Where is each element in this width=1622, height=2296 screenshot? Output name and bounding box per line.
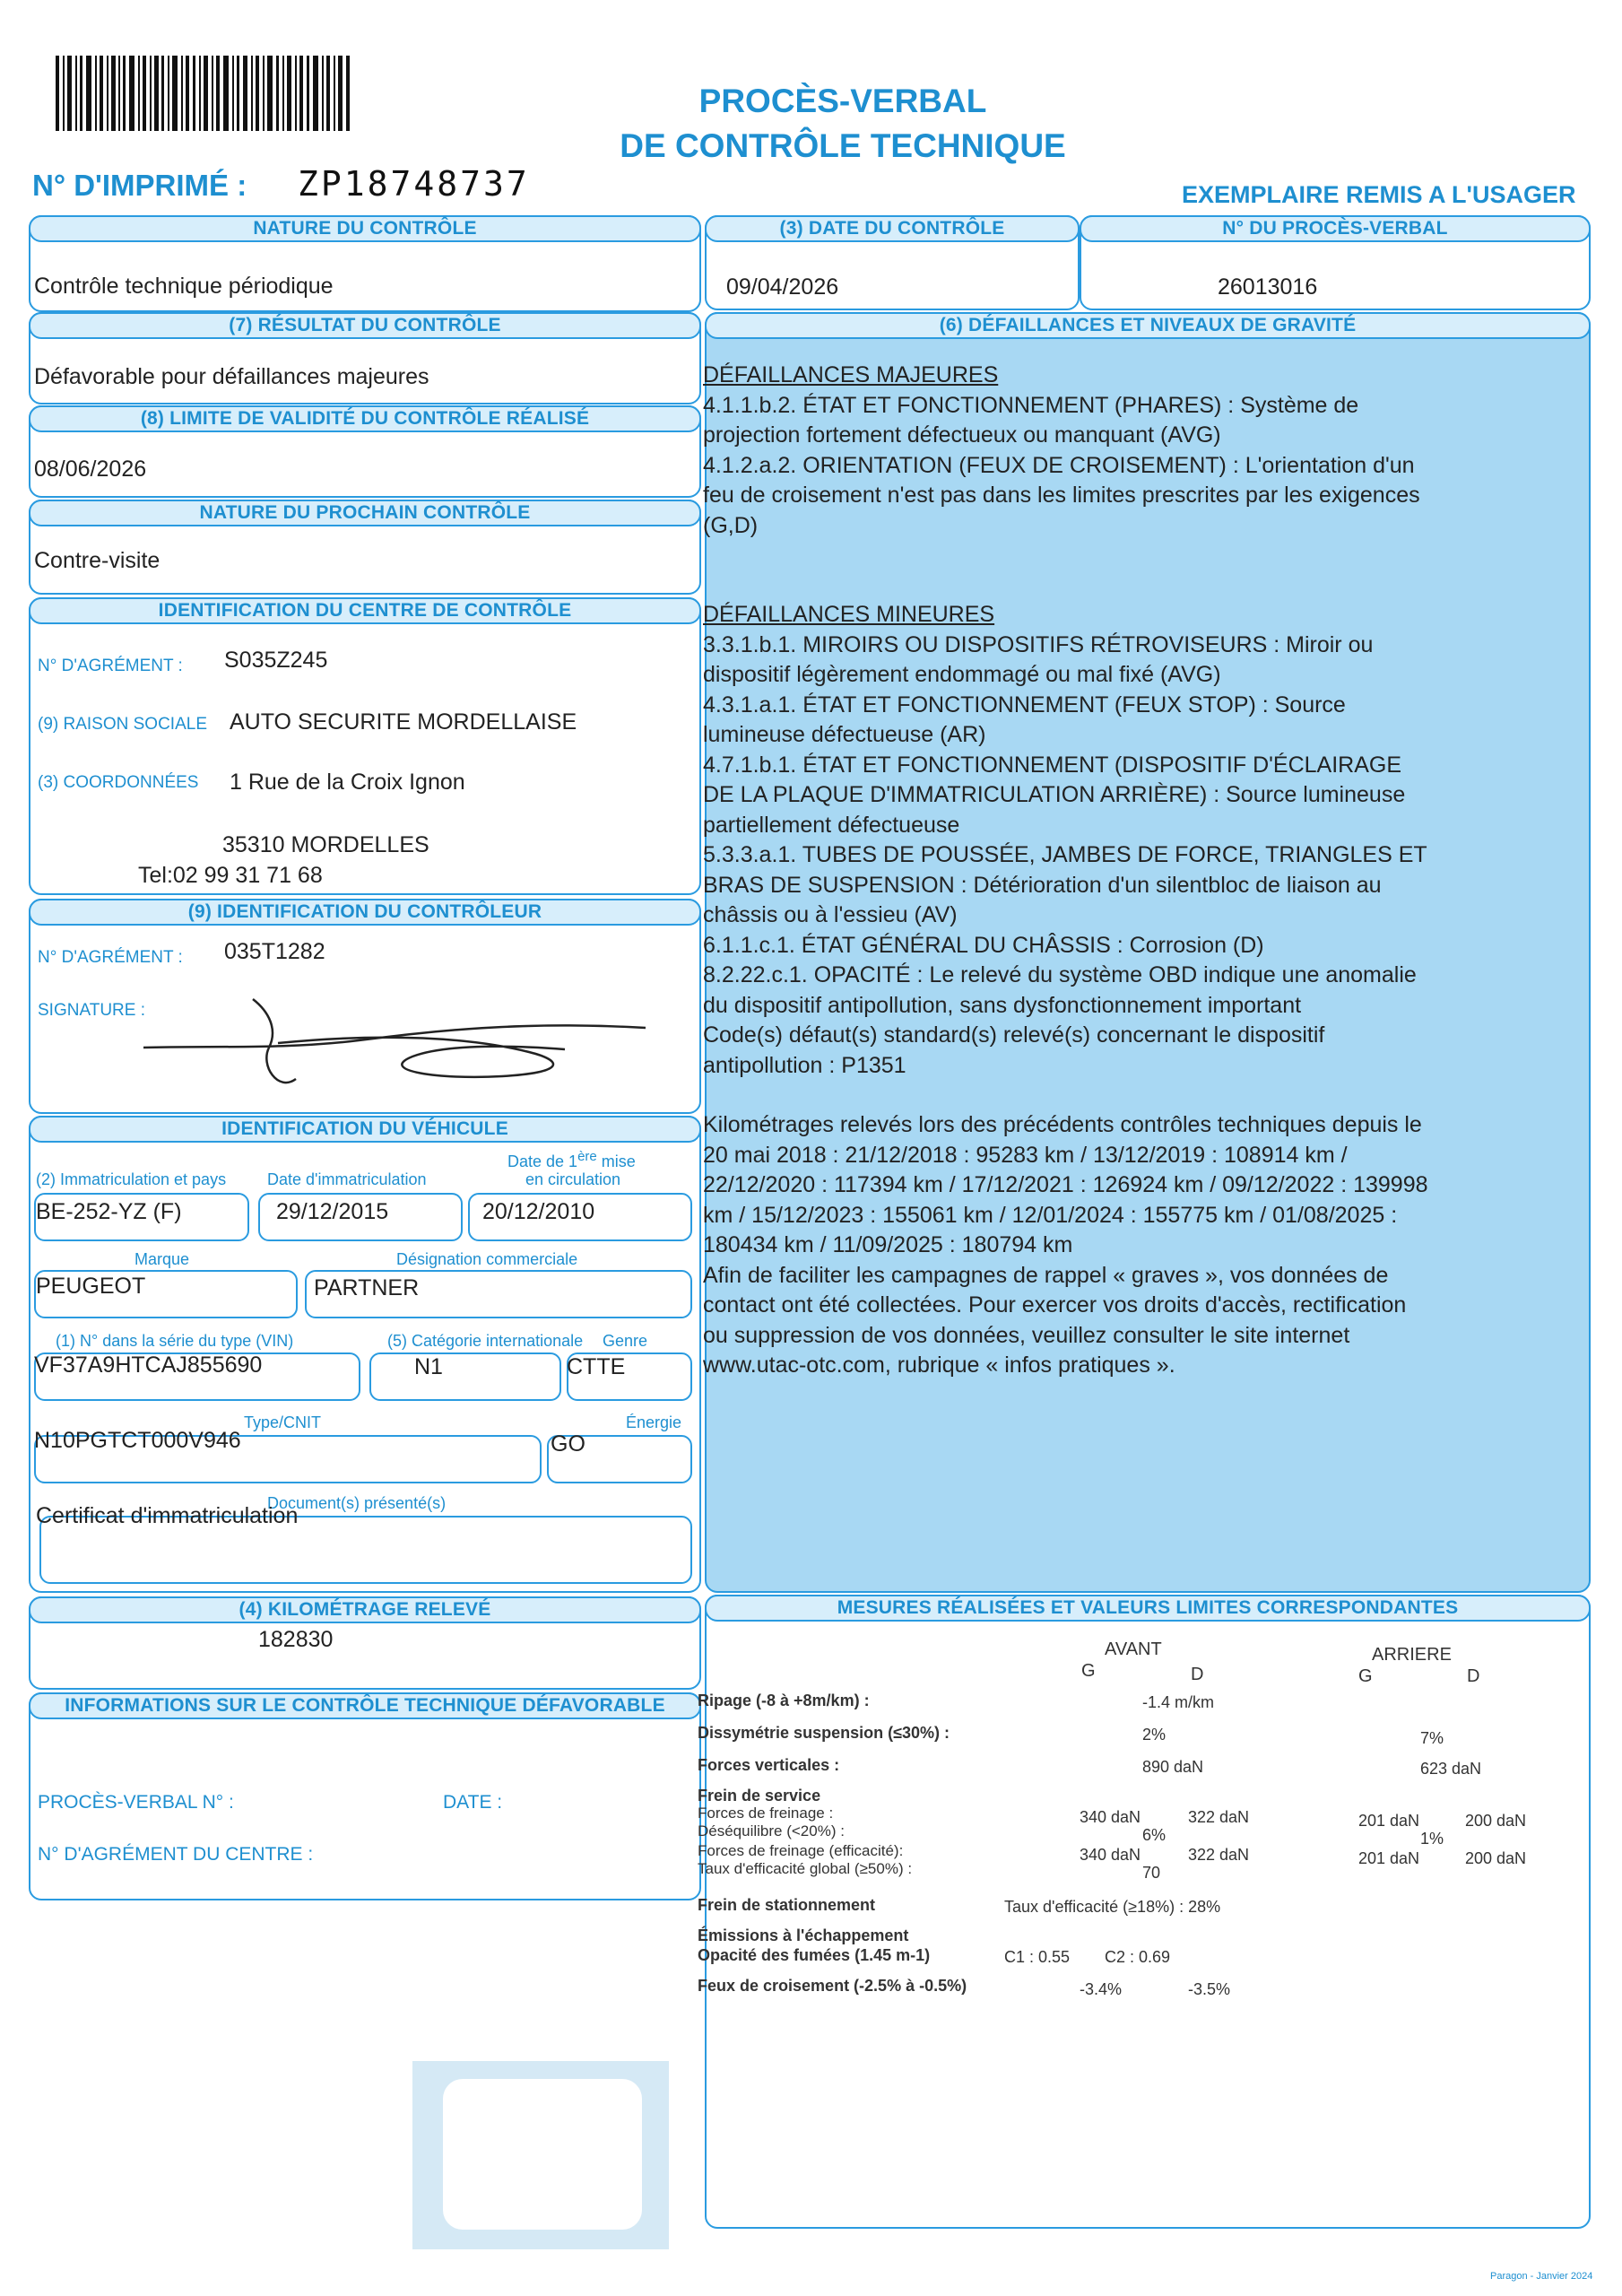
deseq-label: Déséquilibre (<20%) : bbox=[698, 1822, 845, 1839]
centre-raison-label: (9) RAISON SOCIALE bbox=[38, 715, 207, 734]
energie-label: Énergie bbox=[626, 1413, 682, 1431]
title-line-1: PROCÈS-VERBAL bbox=[698, 83, 987, 119]
barcode bbox=[56, 56, 351, 131]
centre-coord-line3: Tel:02 99 31 71 68 bbox=[138, 863, 323, 888]
deseq-ar: 1% bbox=[1420, 1830, 1444, 1848]
defavorable-agrement-label: N° D'AGRÉMENT DU CENTRE : bbox=[38, 1844, 314, 1865]
categorie-field bbox=[369, 1352, 561, 1401]
forces-vert-av: 890 daN bbox=[1142, 1758, 1204, 1776]
mineure-line: dispositif légèrement endommagé ou mal fixé (AVG) bbox=[703, 662, 1221, 687]
arriere-g: G bbox=[1358, 1666, 1373, 1686]
majeures-title: DÉFAILLANCES MAJEURES bbox=[703, 362, 999, 387]
defaillances-text bbox=[703, 361, 1586, 1381]
cnit-value: N10PGTCT000V946 bbox=[34, 1428, 241, 1453]
km-history-line: 20 mai 2018 : 21/12/2018 : 95283 km / 13/12/2019 : 108914 km / bbox=[703, 1142, 1348, 1168]
frein-stat-value: Taux d'efficacité (≥18%) : 28% bbox=[1004, 1898, 1221, 1916]
limite-header: (8) LIMITE DE VALIDITÉ DU CONTRÔLE RÉALISÉ bbox=[29, 405, 701, 432]
ripage-value: -1.4 m/km bbox=[1142, 1693, 1215, 1711]
ff-eff-label: Forces de freinage (efficacité): bbox=[698, 1842, 904, 1859]
marque-label: Marque bbox=[134, 1250, 190, 1268]
vin-value: VF37A9HTCAJ855690 bbox=[34, 1352, 263, 1378]
defavorable-pv-label: PROCÈS-VERBAL N° : bbox=[38, 1792, 234, 1813]
forces-vert-label: Forces verticales : bbox=[698, 1756, 840, 1774]
mineure-line: 4.3.1.a.1. ÉTAT ET FONCTIONNEMENT (FEUX STOP) : Source bbox=[703, 691, 1346, 718]
documents-value: Certificat d'immatriculation bbox=[36, 1503, 299, 1528]
km-header: (4) KILOMÉTRAGE RELEVÉ bbox=[29, 1596, 701, 1623]
resultat-value: Défavorable pour défaillances majeures bbox=[34, 364, 429, 389]
arriere-header: ARRIERE bbox=[1372, 1645, 1452, 1665]
taux-global-value: 70 bbox=[1142, 1864, 1161, 1882]
categorie-value: N1 bbox=[414, 1354, 443, 1379]
nature-value: Contrôle technique périodique bbox=[34, 274, 334, 299]
num-imprime-label: N° D'IMPRIMÉ : bbox=[32, 169, 247, 202]
rgpd-line: contact ont été collectées. Pour exercer vos droits d'accès, rectification bbox=[703, 1292, 1407, 1318]
defavorable-date-label: DATE : bbox=[443, 1792, 503, 1813]
opacite-c2: C2 : 0.69 bbox=[1105, 1948, 1171, 1966]
feux-d: -3.5% bbox=[1188, 1980, 1231, 1998]
avant-header: AVANT bbox=[1105, 1639, 1162, 1659]
premiere-value: 20/12/2010 bbox=[482, 1199, 595, 1224]
forces-freinage-label: Forces de freinage : bbox=[698, 1805, 834, 1822]
dissym-ar: 7% bbox=[1420, 1729, 1444, 1747]
mineure-line: 5.3.3.a.1. TUBES DE POUSSÉE, JAMBES DE FORCE, TRIANGLES ET bbox=[703, 842, 1427, 867]
nature-header: NATURE DU CONTRÔLE bbox=[29, 215, 701, 242]
majeure-line: 4.1.2.a.2. ORIENTATION (FEUX DE CROISEMENT) : L'orientation d'un bbox=[703, 452, 1415, 478]
mineure-line: 4.7.1.b.1. ÉTAT ET FONCTIONNEMENT (DISPOSITIF D'ÉCLAIRAGE bbox=[703, 752, 1402, 778]
title-line-2: DE CONTRÔLE TECHNIQUE bbox=[620, 127, 1066, 164]
deseq-av: 6% bbox=[1142, 1826, 1167, 1844]
mineures-title: DÉFAILLANCES MINEURES bbox=[703, 602, 995, 627]
resultat-header: (7) RÉSULTAT DU CONTRÔLE bbox=[29, 312, 701, 339]
kilometrages-list bbox=[703, 1110, 1586, 1381]
ff-ar-d: 200 daN bbox=[1465, 1812, 1527, 1830]
controleur-agrement-value: 035T1282 bbox=[224, 939, 325, 964]
mineure-line: du dispositif antipollution, sans dysfonctionnement important bbox=[703, 992, 1302, 1018]
prochain-header: NATURE DU PROCHAIN CONTRÔLE bbox=[29, 500, 701, 526]
genre-value: CTTE bbox=[567, 1354, 626, 1379]
centre-raison-value: AUTO SECURITE MORDELLAISE bbox=[230, 709, 577, 735]
majeure-line: 4.1.1.b.2. ÉTAT ET FONCTIONNEMENT (PHARES) : Système de bbox=[703, 392, 1359, 418]
centre-coord-line1: 1 Rue de la Croix Ignon bbox=[230, 770, 465, 795]
ff-av-d: 322 daN bbox=[1188, 1808, 1250, 1826]
frein-service-label: Frein de service bbox=[698, 1787, 821, 1805]
opacite-c1: C1 : 0.55 bbox=[1004, 1948, 1071, 1966]
km-value: 182830 bbox=[258, 1627, 334, 1652]
centre-coord-label: (3) COORDONNÉES bbox=[38, 773, 199, 792]
avant-d: D bbox=[1191, 1665, 1204, 1684]
majeure-line: projection fortement défectueux ou manquant (AVG) bbox=[703, 422, 1221, 448]
vin-label: (1) N° dans la série du type (VIN) bbox=[56, 1332, 294, 1350]
mineure-line: 3.3.1.b.1. MIROIRS OU DISPOSITIFS RÉTROVISEURS : Miroir ou bbox=[703, 631, 1374, 657]
mesures-header: MESURES RÉALISÉES ET VALEURS LIMITES CORRESPONDANTES bbox=[705, 1595, 1591, 1622]
designation-label: Désignation commerciale bbox=[396, 1250, 578, 1268]
signature-image bbox=[143, 994, 655, 1101]
centre-agrement-label: N° D'AGRÉMENT : bbox=[38, 657, 183, 675]
centre-agrement-value: S035Z245 bbox=[224, 648, 328, 673]
categorie-label: (5) Catégorie internationale bbox=[387, 1332, 584, 1350]
num-pv-value: 26013016 bbox=[1218, 274, 1318, 300]
km-history-line: km / 15/12/2023 : 155061 km / 12/01/2024 : 155775 km / 01/08/2025 : bbox=[703, 1202, 1398, 1228]
ffe-av-g: 340 daN bbox=[1080, 1846, 1141, 1864]
mineure-line: lumineuse défectueuse (AR) bbox=[703, 722, 986, 747]
date-immat-value: 29/12/2015 bbox=[276, 1199, 389, 1224]
vehicule-header: IDENTIFICATION DU VÉHICULE bbox=[29, 1116, 701, 1143]
documents-label: Document(s) présenté(s) bbox=[267, 1494, 447, 1512]
majeure-line: feu de croisement n'est pas dans les limites prescrites par les exigences bbox=[703, 483, 1420, 508]
marque-value: PEUGEOT bbox=[36, 1274, 146, 1299]
mineures-list bbox=[703, 631, 1586, 1082]
premiere-label: Date de 1ère mise bbox=[507, 1149, 636, 1170]
frein-stat-label: Frein de stationnement bbox=[698, 1896, 876, 1914]
rgpd-line: www.utac-otc.com, rubrique « infos pratiques ». bbox=[703, 1352, 1175, 1378]
dissym-av: 2% bbox=[1142, 1726, 1167, 1744]
ripage-label: Ripage (-8 à +8m/km) : bbox=[698, 1692, 870, 1709]
genre-label: Genre bbox=[603, 1332, 648, 1350]
immat-label: (2) Immatriculation et pays bbox=[36, 1170, 227, 1188]
cnit-label: Type/CNIT bbox=[244, 1413, 322, 1431]
ffe-ar-d: 200 daN bbox=[1465, 1849, 1527, 1867]
prochain-value: Contre-visite bbox=[34, 548, 160, 573]
majeures-list bbox=[703, 391, 1586, 542]
date-controle-value: 09/04/2026 bbox=[726, 274, 839, 300]
footer-text: Paragon - Janvier 2024 bbox=[1490, 2271, 1593, 2282]
controleur-agrement-label: N° D'AGRÉMENT : bbox=[38, 948, 183, 967]
centre-header: IDENTIFICATION DU CENTRE DE CONTRÔLE bbox=[29, 597, 701, 624]
ffe-ar-g: 201 daN bbox=[1358, 1849, 1420, 1867]
defavorable-header: INFORMATIONS SUR LE CONTRÔLE TECHNIQUE DÉFAVORABLE bbox=[29, 1692, 701, 1719]
mineure-line: Code(s) défaut(s) standard(s) relevé(s) concernant le dispositif bbox=[703, 1022, 1325, 1048]
centre-coord-line2: 35310 MORDELLES bbox=[222, 832, 429, 857]
arriere-d: D bbox=[1467, 1666, 1480, 1686]
ff-ar-g: 201 daN bbox=[1358, 1812, 1420, 1830]
dissym-label: Dissymétrie suspension (≤30%) : bbox=[698, 1724, 950, 1742]
energie-value: GO bbox=[551, 1431, 585, 1457]
km-history-line: Kilométrages relevés lors des précédents contrôles techniques depuis le bbox=[703, 1112, 1422, 1137]
premiere-label-2: en circulation bbox=[525, 1170, 621, 1188]
mineure-line: châssis ou à l'essieu (AV) bbox=[703, 902, 958, 927]
mineure-line: partiellement défectueuse bbox=[703, 812, 960, 838]
designation-value: PARTNER bbox=[314, 1275, 420, 1300]
feux-g: -3.4% bbox=[1080, 1980, 1123, 1998]
taux-global-label: Taux d'efficacité global (≥50%) : bbox=[698, 1860, 913, 1877]
num-imprime-value: ZP18748737 bbox=[298, 164, 530, 204]
rgpd-line: ou suppression de vos données, veuillez consulter le site internet bbox=[703, 1322, 1350, 1348]
emissions-label: Émissions à l'échappement bbox=[698, 1926, 909, 1944]
controleur-header: (9) IDENTIFICATION DU CONTRÔLEUR bbox=[29, 899, 701, 926]
opacite-label: Opacité des fumées (1.45 m-1) bbox=[698, 1946, 931, 1964]
date-controle-header: (3) DATE DU CONTRÔLE bbox=[705, 215, 1080, 242]
defaillances-header: (6) DÉFAILLANCES ET NIVEAUX DE GRAVITÉ bbox=[705, 312, 1591, 339]
km-history-line: 22/12/2020 : 117394 km / 17/12/2021 : 126924 km / 09/12/2022 : 139998 bbox=[703, 1172, 1428, 1197]
num-pv-header: N° DU PROCÈS-VERBAL bbox=[1080, 215, 1591, 242]
majeure-line: (G,D) bbox=[703, 512, 759, 538]
limite-value: 08/06/2026 bbox=[34, 457, 147, 482]
exemplaire-label: EXEMPLAIRE REMIS A L'USAGER bbox=[1182, 181, 1576, 208]
feux-label: Feux de croisement (-2.5% à -0.5%) bbox=[698, 1977, 967, 1995]
mineure-line: DE LA PLAQUE D'IMMATRICULATION ARRIÈRE) : Source lumineuse bbox=[703, 782, 1406, 807]
ffe-av-d: 322 daN bbox=[1188, 1846, 1250, 1864]
immat-value: BE-252-YZ (F) bbox=[36, 1199, 182, 1224]
mineure-line: antipollution : P1351 bbox=[703, 1052, 906, 1078]
km-history-line: 180434 km / 11/09/2025 : 180794 km bbox=[703, 1232, 1073, 1257]
mineure-line: 6.1.1.c.1. ÉTAT GÉNÉRAL DU CHÂSSIS : Corrosion (D) bbox=[703, 932, 1264, 958]
controleur-signature-label: SIGNATURE : bbox=[38, 1001, 145, 1020]
forces-vert-ar: 623 daN bbox=[1420, 1760, 1482, 1778]
mineure-line: BRAS DE SUSPENSION : Détérioration d'un silentbloc de liaison au bbox=[703, 872, 1382, 898]
rgpd-line: Afin de faciliter les campagnes de rappel « graves », vos données de bbox=[703, 1262, 1389, 1288]
stamp-window bbox=[443, 2079, 642, 2230]
date-immat-label: Date d'immatriculation bbox=[267, 1170, 427, 1188]
mineure-line: 8.2.22.c.1. OPACITÉ : Le relevé du système OBD indique une anomalie bbox=[703, 962, 1417, 987]
avant-g: G bbox=[1081, 1661, 1096, 1681]
ff-av-g: 340 daN bbox=[1080, 1808, 1141, 1826]
